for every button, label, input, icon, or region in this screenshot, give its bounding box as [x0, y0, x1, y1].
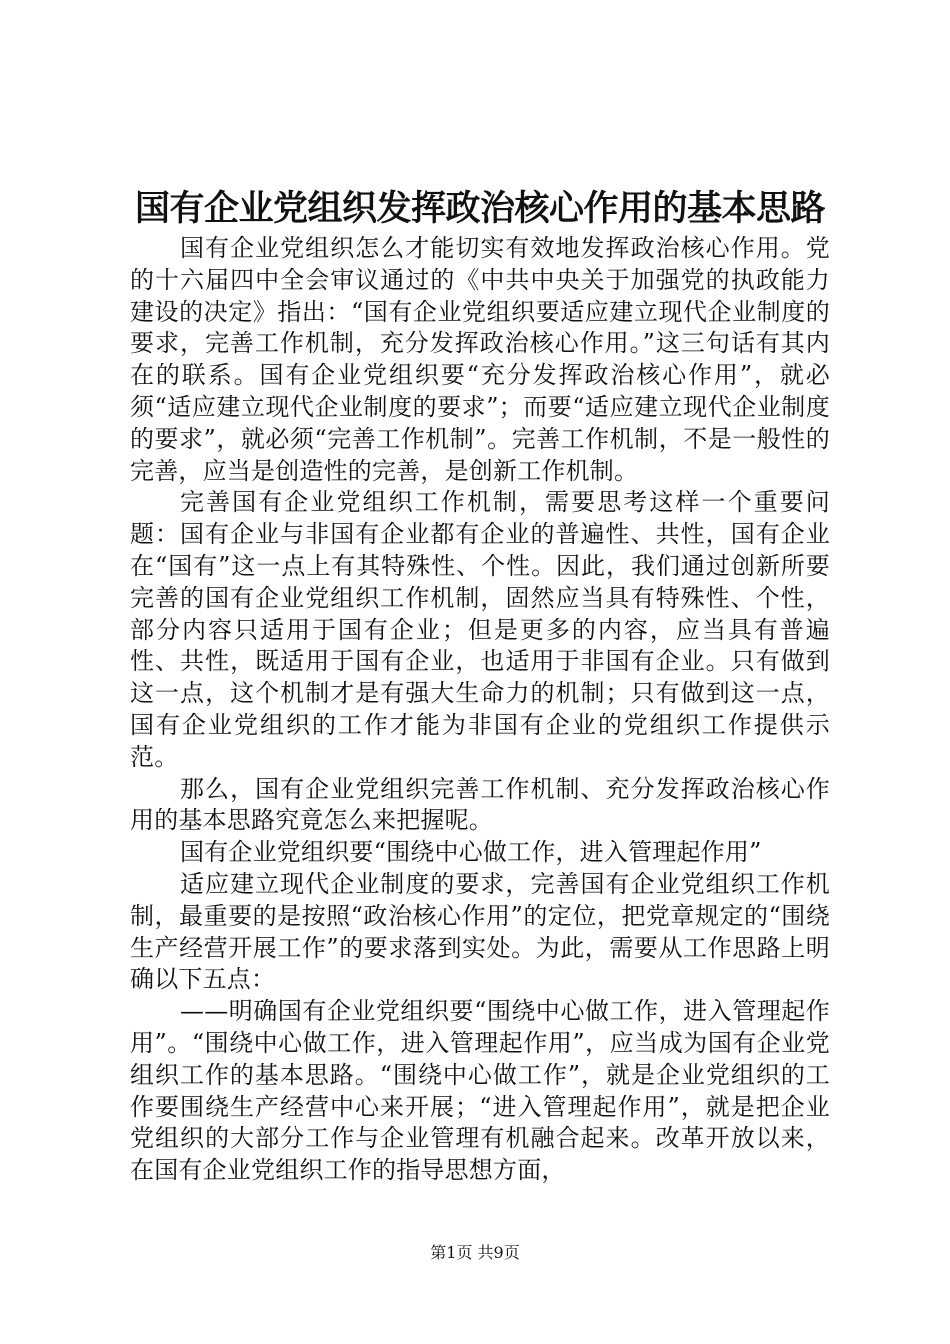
paragraph-4: 适应建立现代企业制度的要求，完善国有企业党组织工作机制，最重要的是按照“政治核心作用”的定位，把党章规定的“围绕生产经营开展工作”的要求落到实处。为此，需要从工作思路上明确以下五点： [130, 869, 830, 994]
paragraph-1: 国有企业党组织怎么才能切实有效地发挥政治核心作用。党的十六届四中全会审议通过的《中共中央关于加强党的执政能力建设的决定》指出：“国有企业党组织要适应建立现代企业制度的要求，完善工作机制，充分发挥政治核心作用。”这三句话有其内在的联系。国有企业党组织要“充分发挥政治核心作用”，就必须“适应建立现代企业制度的要求”；而要“适应建立现代企业制度的要求”，就必须“完善工作机制”。完善工作机制，不是一般性的完善，应当是创造性的完善，是创新工作机制。 [130, 234, 830, 485]
page-number: 第1页 共9页 [430, 1243, 520, 1262]
paragraph-3: 那么，国有企业党组织完善工作机制、充分发挥政治核心作用的基本思路究竟怎么来把握呢。 [130, 774, 830, 835]
document-body [130, 233, 830, 1187]
section-heading: 国有企业党组织要“围绕中心做工作，进入管理起作用” [180, 838, 762, 867]
paragraph-5: ——明确国有企业党组织要“围绕中心做工作，进入管理起作用”。“围绕中心做工作，进入管理起作用”，应当成为国有企业党组织工作的基本思路。“围绕中心做工作”，就是企业党组织的工作要围绕生产经营中心来开展；“进入管理起作用”，就是把企业党组织的大部分工作与企业管理有机融合起来。改革开放以来，在国有企业党组织工作的指导思想方面， [130, 997, 830, 1185]
paragraph-2: 完善国有企业党组织工作机制，需要思考这样一个重要问题：国有企业与非国有企业都有企业的普遍性、共性，国有企业在“国有”这一点上有其特殊性、个性。因此，我们通过创新所要完善的国有企业党组织工作机制，固然应当具有特殊性、个性，部分内容只适用于国有企业；但是更多的内容，应当具有普遍性、共性，既适用于国有企业，也适用于非国有企业。只有做到这一点，这个机制才是有强大生命力的机制；只有做到这一点，国有企业党组织的工作才能为非国有企业的党组织工作提供示范。 [130, 488, 830, 771]
document-title: 国有企业党组织发挥政治核心作用的基本思路 [134, 188, 825, 229]
